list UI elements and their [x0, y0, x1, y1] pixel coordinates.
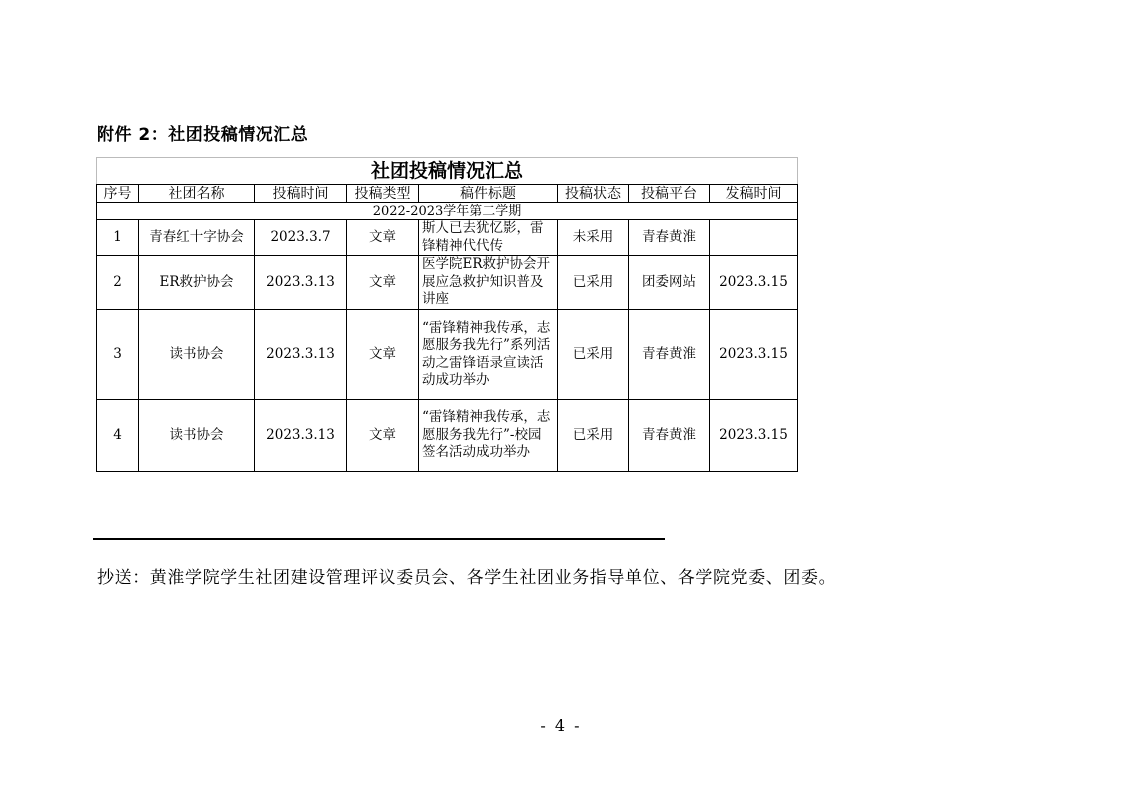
cc-distribution-line: 抄送：黄淮学院学生社团建设管理评议委员会、各学生社团业务指导单位、各学院党委、团委。 [97, 568, 837, 588]
row-publish-date: 2023.3.15 [710, 400, 798, 472]
row-platform: 团委网站 [629, 256, 710, 310]
col-header-club: 社团名称 [139, 185, 255, 203]
row-club: 青春红十字协会 [139, 220, 255, 256]
row-status: 未采用 [558, 220, 629, 256]
divider-rule [93, 538, 665, 540]
row-club: 读书协会 [139, 400, 255, 472]
row-club: ER救护协会 [139, 256, 255, 310]
row-title: “雷锋精神我传承，志愿服务我先行”-校园签名活动成功举办 [419, 400, 558, 472]
table-row [97, 400, 798, 472]
row-no: 3 [97, 310, 139, 400]
col-header-status: 投稿状态 [558, 185, 629, 203]
col-header-title: 稿件标题 [419, 185, 558, 203]
row-status: 已采用 [558, 310, 629, 400]
row-publish-date [710, 220, 798, 256]
col-header-platform: 投稿平台 [629, 185, 710, 203]
col-header-submit-date: 投稿时间 [255, 185, 347, 203]
row-no: 2 [97, 256, 139, 310]
col-header-publish-date: 发稿时间 [710, 185, 798, 203]
col-header-no: 序号 [97, 185, 139, 203]
row-type: 文章 [347, 310, 419, 400]
row-platform: 青春黄淮 [629, 220, 710, 256]
row-submit-date: 2023.3.13 [255, 256, 347, 310]
row-platform: 青春黄淮 [629, 400, 710, 472]
submission-summary-table [96, 157, 798, 472]
row-submit-date: 2023.3.13 [255, 400, 347, 472]
row-title: 斯人已去犹忆影，雷锋精神代代传 [419, 220, 558, 256]
row-publish-date: 2023.3.15 [710, 310, 798, 400]
row-club: 读书协会 [139, 310, 255, 400]
row-title: “雷锋精神我传承，志愿服务我先行”系列活动之雷锋语录宣读活动成功举办 [419, 310, 558, 400]
table-row [97, 310, 798, 400]
page-number: - 4 - [540, 716, 582, 735]
table-row [97, 220, 798, 256]
row-submit-date: 2023.3.7 [255, 220, 347, 256]
col-header-type: 投稿类型 [347, 185, 419, 203]
row-no: 1 [97, 220, 139, 256]
row-no: 4 [97, 400, 139, 472]
table-row [97, 256, 798, 310]
attachment-heading: 附件 2：社团投稿情况汇总 [97, 125, 309, 145]
row-type: 文章 [347, 400, 419, 472]
table-header-row [97, 185, 798, 203]
row-type: 文章 [347, 220, 419, 256]
table-title: 社团投稿情况汇总 [97, 158, 798, 185]
row-status: 已采用 [558, 256, 629, 310]
row-title: 医学院ER救护协会开展应急救护知识普及讲座 [419, 256, 558, 310]
row-publish-date: 2023.3.15 [710, 256, 798, 310]
term-label: 2022-2023学年第二学期 [97, 203, 798, 220]
row-status: 已采用 [558, 400, 629, 472]
row-type: 文章 [347, 256, 419, 310]
row-platform: 青春黄淮 [629, 310, 710, 400]
row-submit-date: 2023.3.13 [255, 310, 347, 400]
